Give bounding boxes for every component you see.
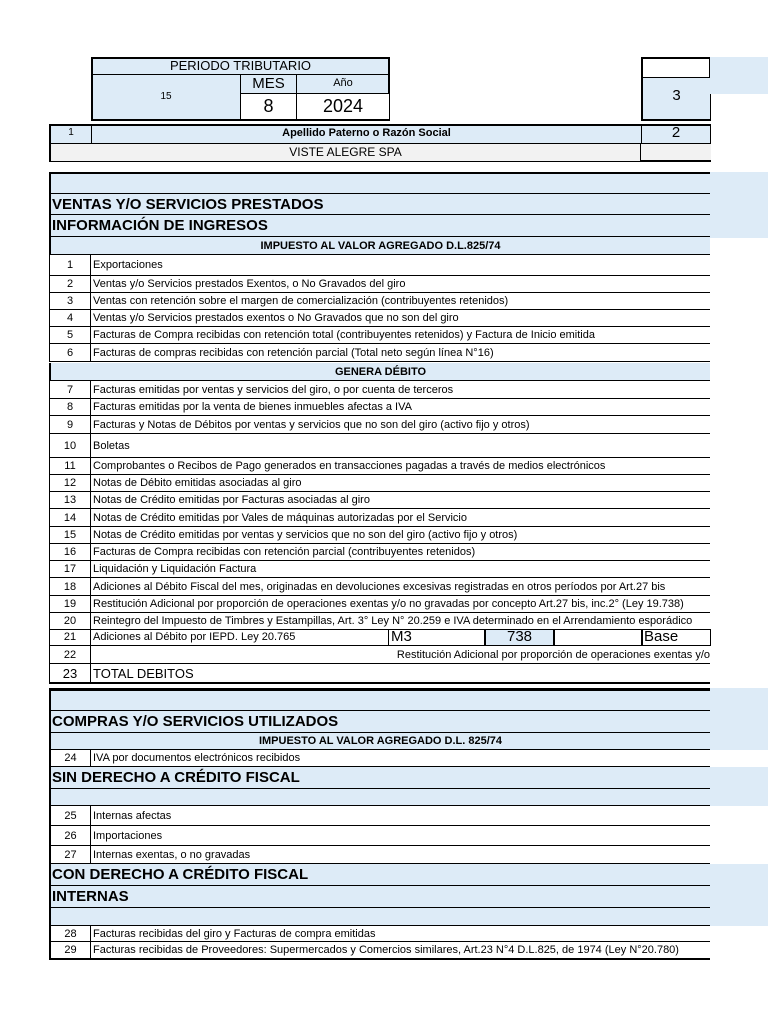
row-description: Facturas de Compra recibidas con retención parcial (contribuyentes retenidos): [93, 546, 476, 558]
row-number: 16: [49, 544, 91, 560]
row-description: Facturas y Notas de Débitos por ventas y servicios que no son del giro (activo fijo y otros): [93, 418, 530, 431]
row-description: Facturas recibidas de Proveedores: Supermercados y Comercios similares, Art.23 N°4 D.L.825, de 1974 (Ley N°20.780): [93, 944, 679, 956]
row-number: 11: [49, 458, 91, 474]
table-row: [49, 434, 710, 458]
table-row: [49, 926, 710, 942]
row-number: 6: [49, 344, 91, 361]
row-number: 13: [49, 492, 91, 508]
table-row: [49, 646, 710, 664]
row-description: Facturas recibidas del giro y Facturas de compra emitidas: [93, 927, 376, 940]
table-row: [49, 416, 710, 434]
row-number: 3: [49, 293, 91, 309]
row-number: 27: [49, 846, 91, 863]
table-row: [49, 750, 710, 767]
row-number: 23: [49, 664, 91, 682]
table-row: [49, 293, 710, 310]
table-row: [49, 596, 710, 613]
table-row: [49, 527, 710, 544]
row-number: 18: [49, 578, 91, 595]
table-row: [49, 381, 710, 399]
row-number: 17: [49, 561, 91, 577]
table-row: [49, 458, 710, 475]
row-description: Facturas emitidas por la venta de bienes inmuebles afectas a IVA: [93, 401, 412, 413]
table-row: [49, 544, 710, 561]
sin-derecho-stripe: [710, 767, 768, 806]
genera-debito-header: GENERA DÉBITO: [49, 363, 710, 381]
row-description: Boletas: [93, 439, 130, 452]
table-row: [49, 846, 710, 864]
row-number: 24: [49, 750, 91, 766]
row-number: 29: [49, 942, 91, 958]
sin-derecho-title: SIN DERECHO A CRÉDITO FISCAL: [49, 767, 710, 789]
table-row: [49, 942, 710, 960]
row-description: Liquidación y Liquidación Factura: [93, 563, 257, 575]
row-description: Exportaciones: [93, 259, 163, 271]
row-number: 15: [49, 527, 91, 543]
table-row: [49, 310, 710, 327]
razon-social-value[interactable]: VISTE ALEGRE SPA: [51, 144, 641, 161]
row-number: 4: [49, 310, 91, 326]
compras-stripe: [710, 688, 768, 750]
m3-label: M3: [391, 628, 412, 645]
razon-social-right-value: 2: [671, 124, 681, 141]
table-row: [49, 327, 710, 344]
row-description: Reintegro del Impuesto de Timbres y Estampillas, Art. 3° Ley N° 20.259 e IVA determinado en el Arrendamiento esporádico: [93, 615, 693, 627]
anio-value[interactable]: 2024: [297, 94, 389, 119]
razon-social-number: 1: [68, 127, 74, 138]
table-row: [49, 276, 710, 293]
row-number: 5: [49, 327, 91, 343]
row-description: Importaciones: [93, 829, 163, 842]
ventas-subtitle: INFORMACIÓN DE INGRESOS: [49, 215, 710, 237]
table-row: [49, 509, 710, 527]
iepd-empty-cell: [554, 629, 642, 646]
row-number: 20: [49, 613, 91, 629]
table-row: [49, 806, 710, 826]
row-description: IVA por documentos electrónicos recibidos: [93, 752, 301, 764]
row-description: Facturas emitidas por ventas y servicios del giro, o por cuenta de terceros: [93, 383, 454, 396]
row-number: 12: [49, 475, 91, 491]
row-description: Ventas y/o Servicios prestados Exentos, o No Gravados del giro: [93, 278, 406, 290]
table-row: [49, 399, 710, 416]
row-number: 1: [49, 255, 91, 275]
con-derecho-title: CON DERECHO A CRÉDITO FISCAL: [49, 864, 710, 886]
periodo-tributario-label: PERIODO TRIBUTARIO: [91, 58, 390, 75]
ventas-spacer: [49, 174, 710, 194]
row-number: 7: [49, 381, 91, 398]
base-label: Base: [644, 628, 679, 645]
row-description: Notas de Crédito emitidas por ventas y servicios que no son del giro (activo fijo y otros): [93, 529, 518, 541]
ventas-title: VENTAS Y/O SERVICIOS PRESTADOS: [49, 194, 710, 215]
ventas-iva-header: IMPUESTO AL VALOR AGREGADO D.L.825/74: [49, 237, 710, 255]
row-number: 21: [49, 628, 91, 645]
row-description: Restitución Adicional por proporción de operaciones exentas y/o: [396, 648, 710, 661]
row-description: Notas de Débito emitidas asociadas al giro: [93, 477, 302, 489]
internas-spacer: [49, 908, 710, 926]
row-number: 9: [49, 416, 91, 433]
con-derecho-stripe: [710, 864, 768, 926]
anio-label: Año: [333, 77, 353, 89]
sin-derecho-spacer: [49, 789, 710, 806]
row-description: Comprobantes o Recibos de Pago generados en transacciones pagadas a través de medios electrónicos: [93, 460, 606, 472]
row-number: 28: [49, 926, 91, 941]
row-number: 14: [49, 509, 91, 526]
row-description: Ventas con retención sobre el margen de comercialización (contribuyentes retenidos): [93, 295, 509, 307]
total-debitos-label: TOTAL DEBITOS: [93, 665, 194, 681]
total-debitos-row: [49, 664, 710, 684]
table-row: [49, 492, 710, 509]
row-description: Internas exentas, o no gravadas: [93, 848, 251, 861]
row-description: Notas de Crédito emitidas por Facturas asociadas al giro: [93, 494, 370, 506]
row-number: 2: [49, 276, 91, 292]
row-number: 8: [49, 399, 91, 415]
row-number: 25: [49, 806, 91, 825]
row-number: 22: [49, 646, 91, 663]
row-description: Facturas de compras recibidas con retención parcial (Total neto según línea N°16): [93, 346, 494, 359]
compras-iva-header: IMPUESTO AL VALOR AGREGADO D.L. 825/74: [49, 733, 710, 750]
iepd-value[interactable]: 738: [506, 628, 533, 645]
ventas-stripe: [710, 172, 768, 238]
mes-value[interactable]: 8: [241, 94, 296, 119]
internas-title: INTERNAS: [49, 886, 710, 908]
row-description: Adiciones al Débito por IEPD. Ley 20.765: [93, 630, 296, 643]
compras-spacer: [49, 691, 710, 711]
table-row: [49, 344, 710, 362]
table-row: [49, 826, 710, 846]
table-row: [49, 561, 710, 578]
row-description: Adiciones al Débito Fiscal del mes, originadas en devoluciones excesivas registradas en otros períodos por Art.27 bis: [93, 580, 666, 593]
row-number: 26: [49, 826, 91, 845]
table-row: [49, 255, 710, 276]
row-description: Internas afectas: [93, 809, 172, 822]
row-description: Facturas de Compra recibidas con retención total (contribuyentes retenidos) y Factura de Inicio emitida: [93, 329, 595, 341]
row-number: 19: [49, 596, 91, 612]
row-description: Notas de Crédito emitidas por Vales de máquinas autorizadas por el Servicio: [93, 511, 467, 524]
mes-label: MES: [252, 75, 285, 92]
table-row: [49, 578, 710, 596]
periodo-code: 15: [160, 91, 172, 102]
compras-title: COMPRAS Y/O SERVICIOS UTILIZADOS: [49, 711, 710, 733]
row-description: Restitución Adicional por proporción de operaciones exentas y/o no gravadas por concepto Art.27 bis, inc.2° (Ley 19.738): [93, 598, 684, 610]
right-stripe: [710, 57, 768, 94]
row-description: Ventas y/o Servicios prestados exentos o No Gravados que no son del giro: [93, 312, 459, 324]
razon-social-label: Apellido Paterno o Razón Social: [282, 127, 451, 139]
right-box-value[interactable]: 3: [672, 87, 681, 104]
table-row: [49, 475, 710, 492]
row-number: 10: [49, 434, 91, 457]
